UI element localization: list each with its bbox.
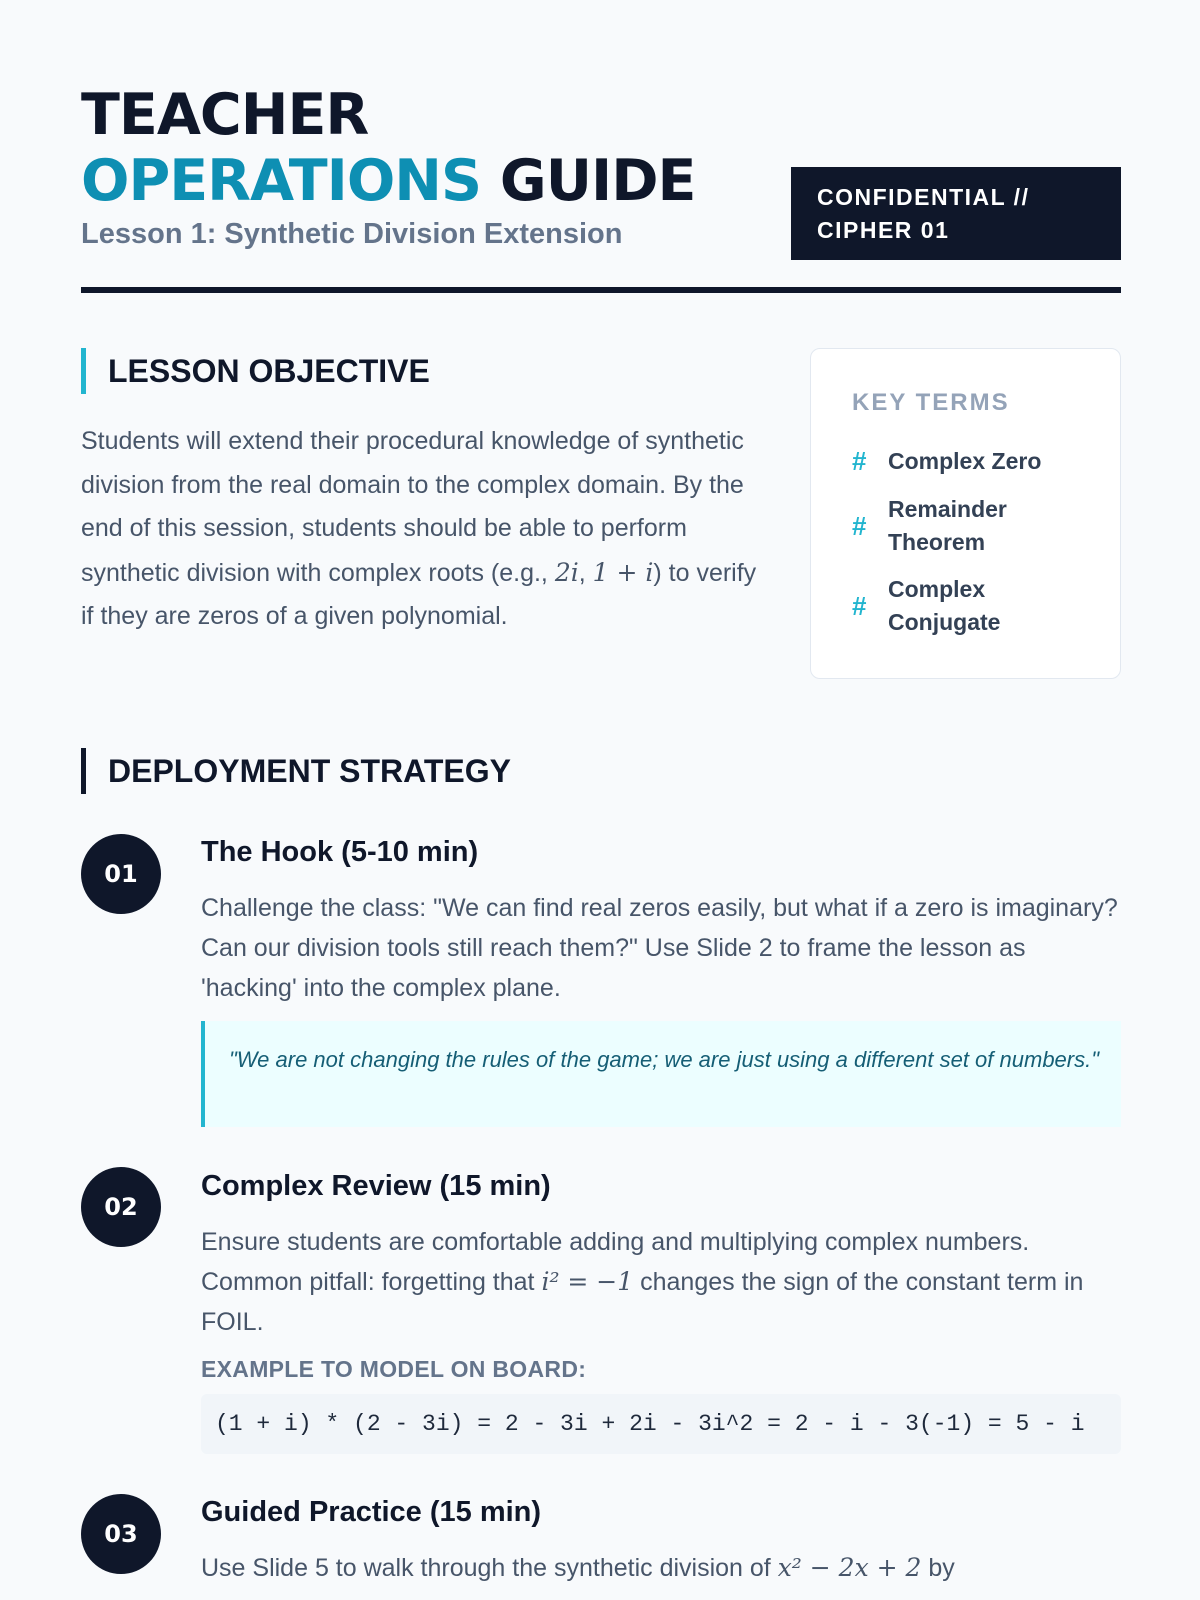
hash-icon: #	[852, 510, 867, 541]
step-body	[201, 1222, 1121, 1342]
hook-quote: "We are not changing the rules of the game; we are just using a different set of numbers."	[201, 1021, 1121, 1127]
objective-text-before: Students will extend their procedural knowledge of synthetic division from the real domain to the complex domain. By the end of this session, students should be able to perform synthetic division with complex roots (e.g.,	[81, 427, 744, 587]
key-term-label: Complex Zero	[888, 448, 1042, 474]
math-i-squared: i² = −1	[541, 1267, 634, 1296]
confidential-badge	[791, 167, 1121, 260]
key-term-item	[852, 573, 1088, 639]
math-1-plus-i: 1 + i	[592, 557, 654, 587]
key-terms-card	[810, 348, 1121, 679]
example-code-block: (1 + i) * (2 - 3i) = 2 - 3i + 2i - 3i^2 = 2 - i - 3(-1) = 5 - i	[201, 1394, 1121, 1454]
header-divider	[81, 287, 1121, 293]
key-terms-title: KEY TERMS	[852, 389, 1010, 416]
page-title-line2	[81, 148, 695, 214]
page-title-rest: GUIDE	[499, 148, 696, 214]
page-title-accent: OPERATIONS	[81, 148, 482, 214]
key-term-label: Remainder Theorem	[888, 496, 1007, 555]
step-body-before: Ensure students are comfortable adding and multiplying complex numbers. Common pitfall: forgetting that	[201, 1228, 1030, 1296]
badge-line1: CONFIDENTIAL //	[817, 184, 1030, 210]
objective-sep: ,	[578, 558, 593, 587]
step-title: The Hook (5-10 min)	[201, 836, 479, 868]
hash-icon: #	[852, 590, 867, 621]
example-label: EXAMPLE TO MODEL ON BOARD:	[201, 1356, 587, 1382]
step-body	[201, 1548, 1121, 1588]
key-term-label: Complex Conjugate	[888, 576, 1001, 635]
key-term-item	[852, 445, 1088, 478]
objective-text-after: ) to verify if they are zeros of a given polynomial.	[81, 558, 757, 630]
deployment-heading: DEPLOYMENT STRATEGY	[81, 748, 511, 794]
step-number-badge: 01	[81, 834, 161, 914]
step-number-badge: 02	[81, 1167, 161, 1247]
hash-icon: #	[852, 446, 867, 476]
objective-heading: LESSON OBJECTIVE	[81, 348, 430, 394]
badge-line2: CIPHER 01	[817, 217, 950, 243]
objective-text	[81, 420, 761, 639]
step-number-badge: 03	[81, 1494, 161, 1574]
lesson-subtitle: Lesson 1: Synthetic Division Extension	[81, 218, 623, 250]
page-title-line1: TEACHER	[81, 82, 369, 148]
step-body-after: changes the sign of the constant term in FOIL.	[201, 1268, 1084, 1336]
step-title: Guided Practice (15 min)	[201, 1496, 542, 1528]
math-2i: 2i	[554, 557, 579, 587]
step-body: Challenge the class: "We can find real zeros easily, but what if a zero is imaginary? Can our division tools still reach them?" Use Slide 2 to frame the lesson as 'hacking' into the complex plane.	[201, 894, 1118, 1002]
math-polynomial: x² − 2x + 2	[777, 1553, 922, 1582]
step-body-after: by	[921, 1554, 955, 1582]
step-body-before: Use Slide 5 to walk through the synthetic division of	[201, 1554, 778, 1582]
key-term-item	[852, 493, 1088, 559]
step-title: Complex Review (15 min)	[201, 1170, 551, 1202]
